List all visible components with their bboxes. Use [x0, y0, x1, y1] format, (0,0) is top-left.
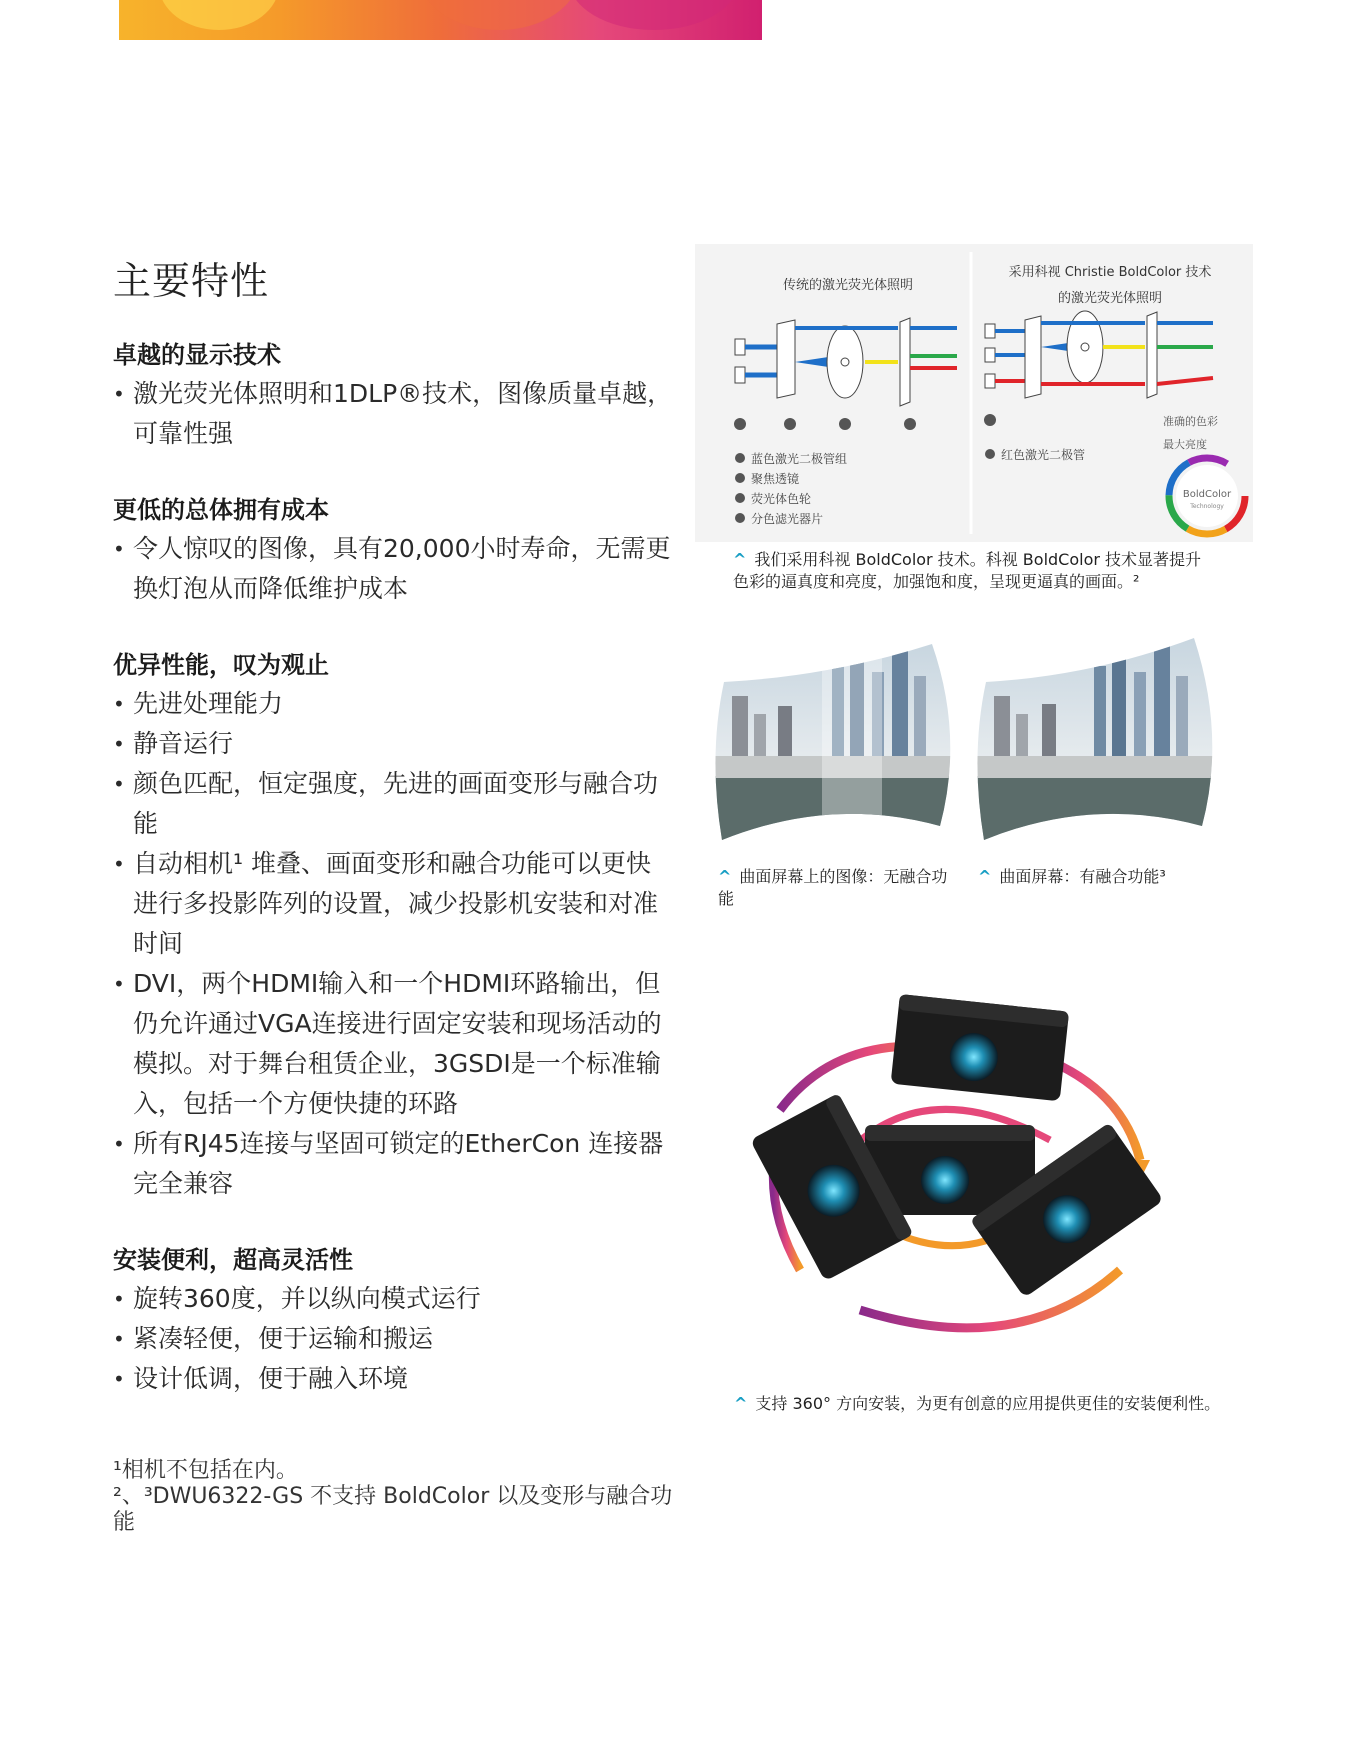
diagram-right-title: 采用科视 Christie BoldColor 技术	[1008, 265, 1212, 280]
legend-item: 分色滤光器片	[751, 512, 824, 526]
feature-list	[113, 374, 673, 454]
feature-section	[113, 645, 673, 1204]
list-item: • 激光荧光体照明和1DLP®技术，图像质量卓越，可靠性强	[113, 374, 673, 454]
list-item: • 静音运行	[113, 724, 673, 764]
section-heading: 卓越的显示技术	[113, 341, 281, 369]
feature-list	[113, 529, 673, 609]
screen-caption-left-text: 曲面屏幕上的图像：无融合功能	[718, 867, 948, 908]
legend-item: 荧光体色轮	[751, 492, 812, 506]
rotation-caption	[734, 1393, 1254, 1415]
page-title: 主要特性	[113, 259, 270, 303]
logo-text: BoldColor	[1182, 489, 1232, 500]
list-item: • 紧凑轻便，便于运输和搬运	[113, 1319, 673, 1359]
section-heading: 优异性能，叹为观止	[113, 651, 329, 679]
footnote: ¹相机不包括在内。	[113, 1458, 298, 1483]
chevron-up-icon: ^	[733, 550, 747, 569]
list-item: • 所有RJ45连接与坚固可锁定的EtherCon 连接器完全兼容	[113, 1124, 673, 1204]
projector-rotation-graphic	[720, 970, 1180, 1370]
diagram-left-title: 传统的激光荧光体照明	[782, 278, 914, 293]
feature-section	[113, 1240, 673, 1399]
curved-screen-no-blend	[712, 636, 956, 846]
feature-section	[113, 490, 673, 609]
legend-item: 蓝色激光二极管组	[751, 452, 848, 466]
legend-item: 红色激光二极管	[1001, 448, 1086, 462]
list-item: • DVI，两个HDMI输入和一个HDMI环路输出，但仍允许通过VGA连接进行固定安装和现场活动的模拟。对于舞台租赁企业，3GSDI是一个标准输入，包括一个方便快捷的环路	[113, 964, 673, 1124]
banner-shape	[419, 0, 579, 30]
chevron-up-icon: ^	[978, 867, 992, 886]
banner-shape	[159, 0, 279, 30]
section-heading: 更低的总体拥有成本	[113, 496, 329, 524]
list-item: • 令人惊叹的图像，具有20,000小时寿命，无需更换灯泡从而降低维护成本	[113, 529, 673, 609]
color-label: 准确的色彩	[1163, 415, 1218, 428]
list-item: • 设计低调，便于融入环境	[113, 1359, 673, 1399]
screen-caption-right-text: 曲面屏幕：有融合功能³	[999, 867, 1166, 886]
boldcolor-diagram	[695, 244, 1253, 542]
screen-caption-right	[978, 866, 1228, 888]
legend-item: 聚焦透镜	[751, 472, 800, 486]
brand-gradient-banner	[119, 0, 762, 40]
section-heading: 安装便利，超高灵活性	[113, 1246, 353, 1274]
screen-caption-left	[718, 866, 958, 910]
list-item: • 旋转360度，并以纵向模式运行	[113, 1279, 673, 1319]
brightness-label: 最大亮度	[1163, 438, 1207, 451]
footnotes	[113, 1458, 673, 1536]
logo-text: Technology	[1190, 503, 1224, 510]
list-item: • 自动相机¹ 堆叠、画面变形和融合功能可以更快进行多投影阵列的设置，减少投影机安装和对准时间	[113, 844, 673, 964]
feature-list	[113, 1279, 673, 1399]
list-item: • 颜色匹配，恒定强度，先进的画面变形与融合功能	[113, 764, 673, 844]
chevron-up-icon: ^	[734, 1394, 748, 1413]
features-column	[113, 250, 673, 1435]
rotation-caption-text: 支持 360° 方向安装，为更有创意的应用提供更佳的安装便利性。	[755, 1394, 1221, 1413]
chevron-up-icon: ^	[718, 867, 732, 886]
feature-section	[113, 335, 673, 454]
list-item: • 先进处理能力	[113, 684, 673, 724]
diagram-graphic	[695, 244, 1253, 542]
diagram-right-title: 的激光荧光体照明	[1057, 291, 1163, 306]
feature-list	[113, 684, 673, 1204]
curved-screen-with-blend	[972, 636, 1216, 846]
diagram-caption-text: 我们采用科视 BoldColor 技术。科视 BoldColor 技术显著提升色彩的逼真度和亮度，加强饱和度，呈现更逼真的画面。²	[733, 550, 1202, 591]
diagram-caption	[733, 549, 1213, 593]
footnote: ²、³DWU6322-GS 不支持 BoldColor 以及变形与融合功能	[113, 1484, 673, 1535]
banner-shape	[569, 0, 739, 30]
